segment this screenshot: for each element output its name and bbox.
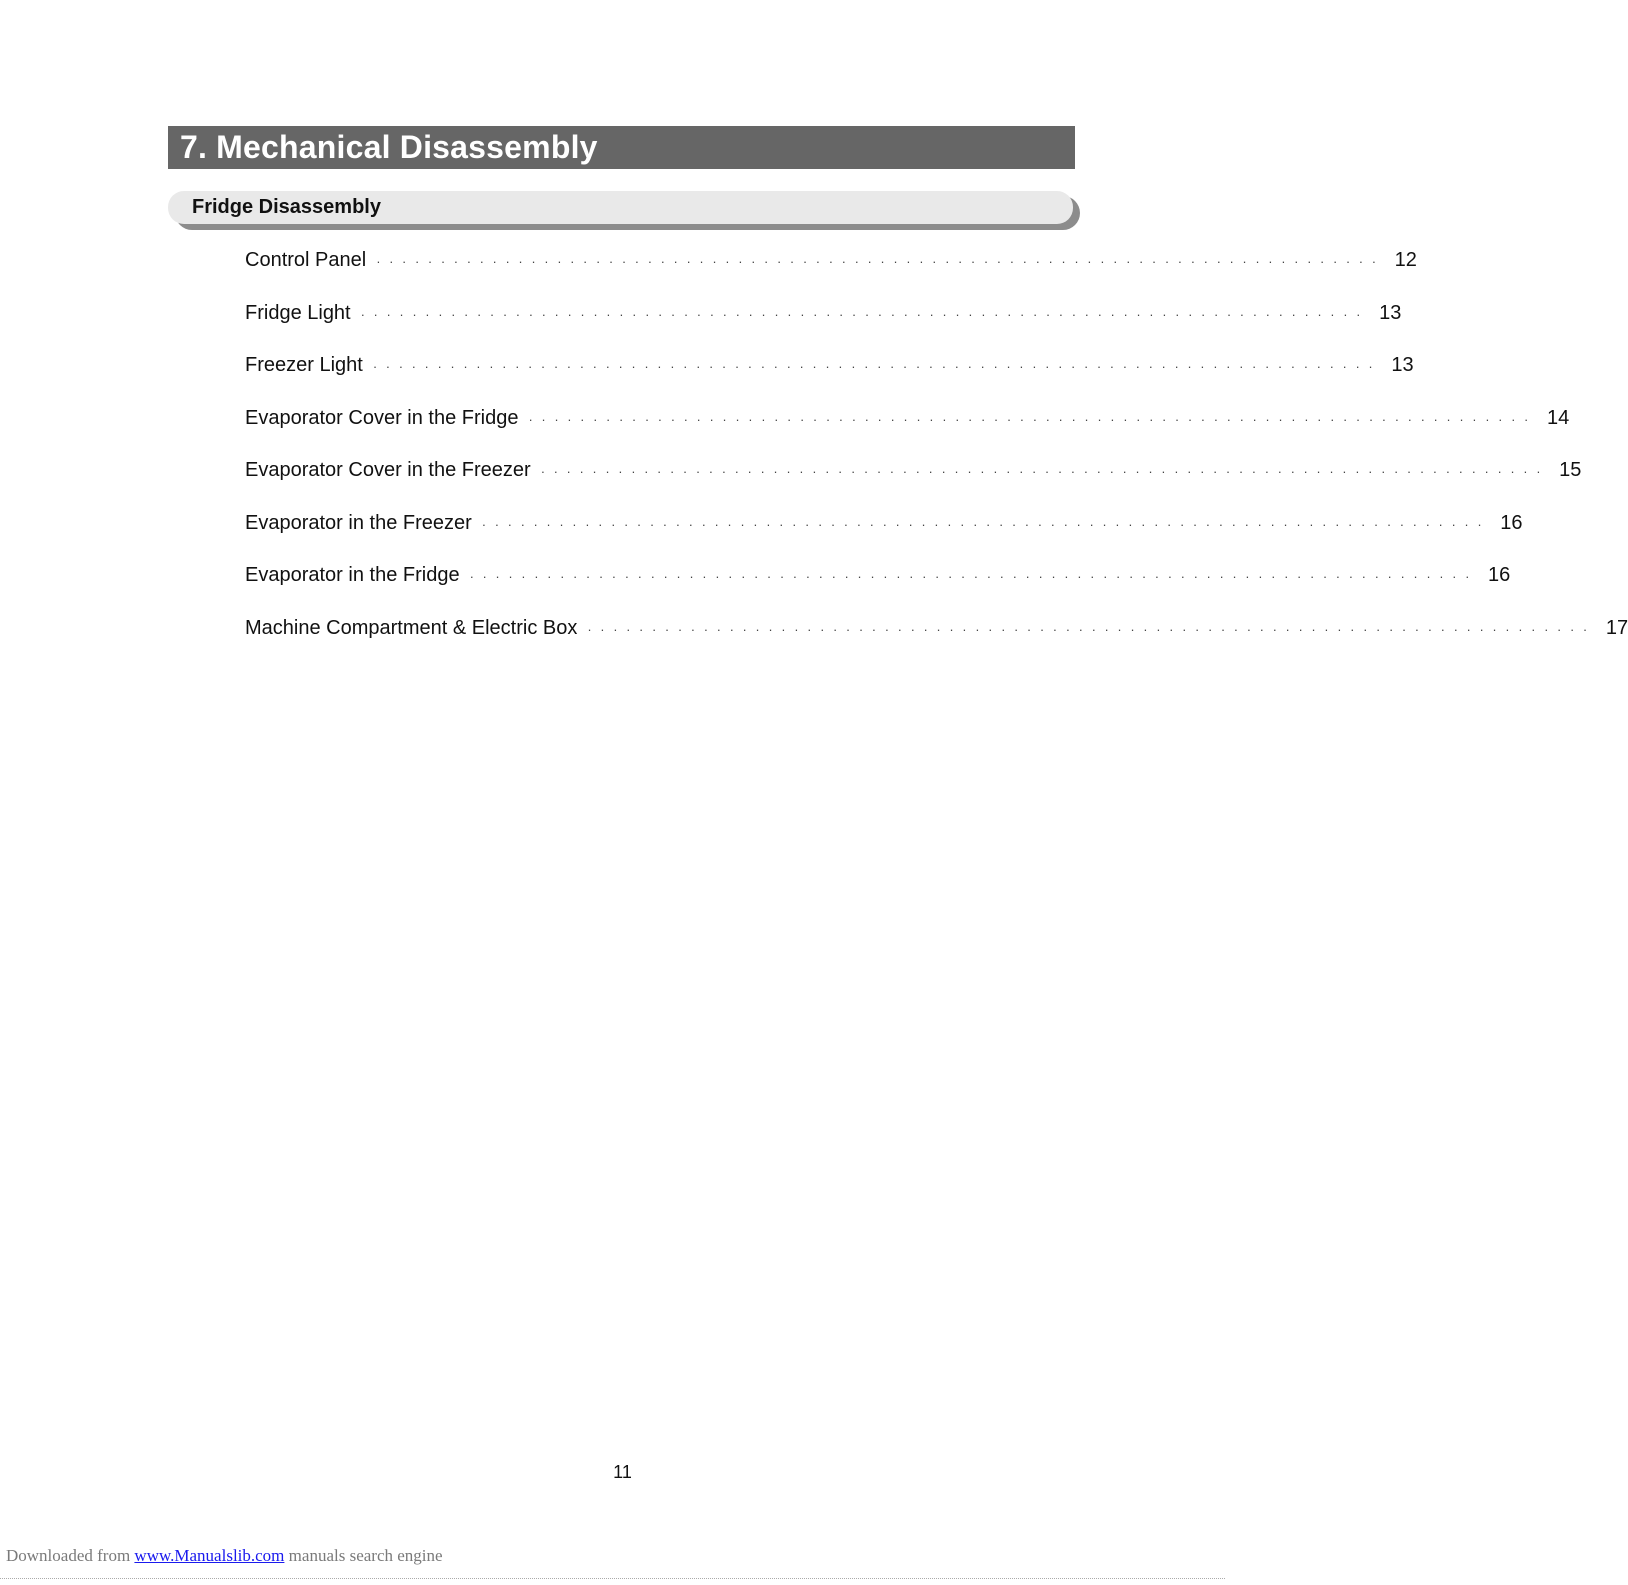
toc-entry-label: Control Panel <box>245 249 367 271</box>
toc-entry-page: 17 <box>1605 616 1628 639</box>
toc-entry-page: 13 <box>1379 301 1402 324</box>
toc-entry-page: 15 <box>1559 459 1582 481</box>
chapter-header-bar <box>168 126 1075 169</box>
toc-entry-page: 16 <box>1500 511 1523 534</box>
toc-dot-leader: ·············································································· <box>372 359 1382 374</box>
toc-entry-label: Machine Compartment & Electric Box <box>245 616 578 639</box>
toc-dot-leader: ·············································································· <box>528 411 1537 427</box>
toc-dot-leader: ·············································································· <box>360 306 1370 322</box>
toc-entry-page: 13 <box>1391 354 1414 376</box>
footer-divider <box>0 1578 1225 1579</box>
toc-dot-leader: ·············································································· <box>481 516 1491 532</box>
toc-dot-leader: ·············································································· <box>587 621 1596 637</box>
toc-dot-leader: ·············································································· <box>376 254 1385 269</box>
toc-dot-leader: ·············································································· <box>469 569 1479 584</box>
toc-entry-page: 16 <box>1488 564 1511 586</box>
section-header <box>168 191 1073 224</box>
toc-entry <box>245 249 1417 302</box>
toc-entry <box>245 406 1570 460</box>
toc-entry-page: 14 <box>1546 406 1570 429</box>
toc-entry-label: Evaporator Cover in the Freezer <box>245 459 531 481</box>
manualslib-link[interactable]: www.Manualslib.com <box>134 1546 285 1565</box>
toc-entry-label: Evaporator Cover in the Fridge <box>245 406 519 429</box>
table-of-contents <box>245 249 1628 669</box>
section-title: Fridge Disassembly <box>192 196 381 218</box>
toc-entry-page: 12 <box>1394 249 1417 271</box>
toc-dot-leader: ·············································································· <box>540 464 1550 479</box>
toc-entry <box>245 354 1414 407</box>
toc-entry-label: Freezer Light <box>245 354 363 376</box>
toc-entry <box>245 511 1523 565</box>
toc-entry-label: Evaporator in the Fridge <box>245 564 460 586</box>
download-footer <box>6 1546 443 1566</box>
toc-entry <box>245 459 1582 512</box>
toc-entry-label: Fridge Light <box>245 301 351 324</box>
toc-entry <box>245 564 1511 617</box>
toc-entry-label: Evaporator in the Freezer <box>245 511 472 534</box>
footer-prefix: Downloaded from <box>6 1546 135 1565</box>
footer-suffix: manuals search engine <box>284 1546 443 1565</box>
toc-entry <box>245 616 1628 670</box>
chapter-title: 7. Mechanical Disassembly <box>180 129 598 165</box>
page-number: 11 <box>613 1462 632 1482</box>
toc-entry <box>245 301 1402 355</box>
